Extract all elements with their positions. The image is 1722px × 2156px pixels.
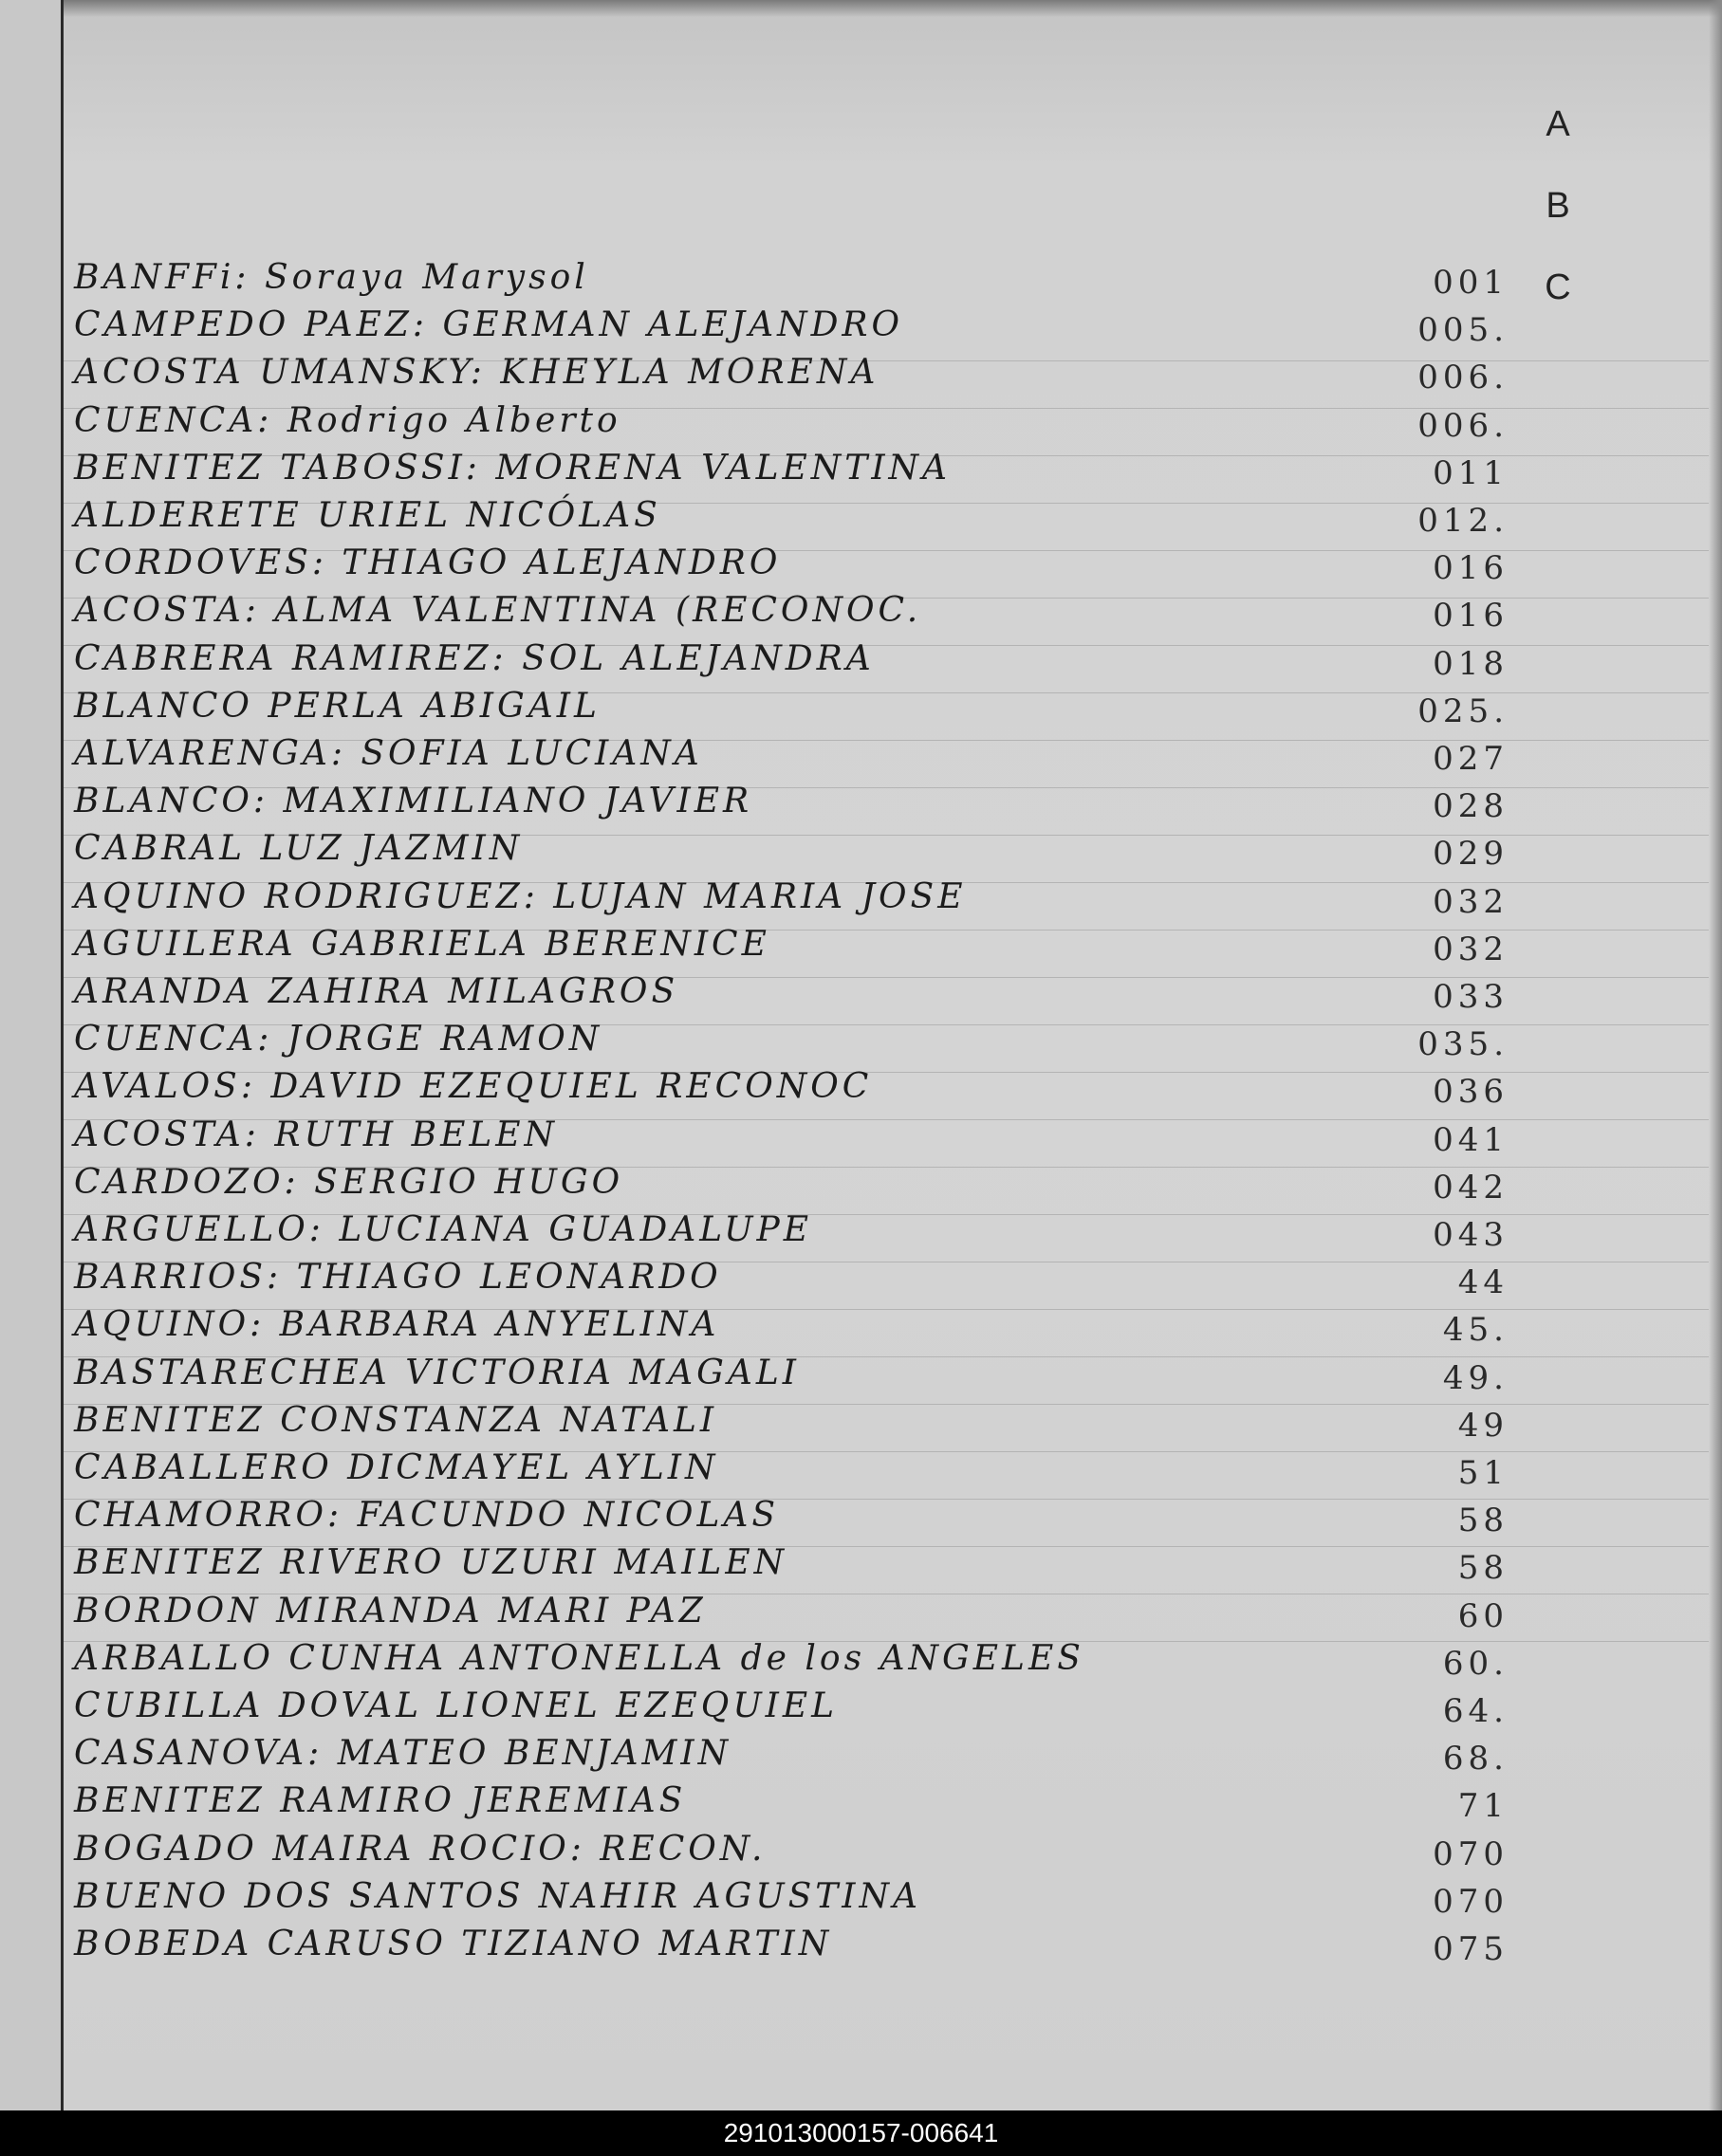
list-item: [0, 1925, 1722, 1972]
entry-number: 033: [1433, 978, 1509, 1016]
entry-number: 032: [1433, 931, 1509, 968]
entry-number: 042: [1433, 1169, 1509, 1207]
list-item: [0, 1354, 1722, 1401]
list-item: [0, 1163, 1722, 1210]
list-item: [0, 639, 1722, 687]
entry-name: CABRERA RAMIREZ: SOL ALEJANDRA: [74, 639, 875, 678]
entry-number: 025.: [1417, 692, 1509, 730]
entry-name: BENITEZ TABOSSI: MORENA VALENTINA: [74, 449, 952, 488]
entry-number: 028: [1433, 787, 1509, 825]
list-item: [0, 782, 1722, 829]
list-item: [0, 1448, 1722, 1496]
entry-name: CABRAL LUZ JAZMIN: [74, 829, 524, 868]
entry-name: AGUILERA GABRIELA BERENICE: [74, 925, 770, 964]
barcode-text: 291013000157-006641: [723, 2118, 999, 2147]
entry-number: 041: [1433, 1121, 1509, 1159]
entry-number: 075: [1433, 1930, 1509, 1968]
entry-name: CASANOVA: MATEO BENJAMIN: [74, 1734, 732, 1773]
entry-number: 45.: [1442, 1311, 1509, 1349]
list-item: [0, 353, 1722, 400]
list-item: [0, 1877, 1722, 1925]
entry-name: ACOSTA: ALMA VALENTINA (RECONOC.: [74, 591, 922, 630]
list-item: [0, 1639, 1722, 1686]
list-item: [0, 829, 1722, 876]
entry-name: CHAMORRO: FACUNDO NICOLAS: [74, 1496, 780, 1535]
entry-number: 60.: [1442, 1645, 1509, 1683]
list-item: [0, 687, 1722, 734]
entry-number: 49: [1457, 1407, 1509, 1445]
entry-number: 027: [1433, 740, 1509, 778]
entry-number: 60: [1457, 1597, 1509, 1635]
entry-name: AQUINO RODRIGUEZ: LUJAN MARIA JOSE: [74, 877, 967, 916]
entry-number: 51: [1457, 1454, 1509, 1492]
entry-number: 001: [1433, 264, 1509, 302]
list-item: [0, 305, 1722, 353]
entry-name: ARBALLO CUNHA ANTONELLA de los ANGELES: [74, 1639, 1084, 1678]
entry-name: ALVARENGA: SOFIA LUCIANA: [74, 734, 703, 773]
entry-name: BASTARECHEA VICTORIA MAGALI: [74, 1354, 800, 1392]
entry-name: AVALOS: DAVID EZEQUIEL RECONOC: [74, 1067, 873, 1106]
entry-number: 032: [1433, 883, 1509, 921]
index-tab-b: B: [1546, 186, 1570, 226]
entry-number: 006.: [1417, 407, 1509, 445]
entry-name: AQUINO: BARBARA ANYELINA: [74, 1305, 720, 1344]
list-item: [0, 1115, 1722, 1163]
entry-number: 036: [1433, 1073, 1509, 1111]
list-item: [0, 1592, 1722, 1639]
scan-footer-bar: [0, 2110, 1722, 2156]
entry-name: CUBILLA DOVAL LIONEL EZEQUIEL: [74, 1686, 839, 1725]
index-tab-a: A: [1546, 104, 1570, 144]
entry-name: BORDON MIRANDA MARI PAZ: [74, 1592, 707, 1631]
list-item: [0, 1496, 1722, 1543]
entry-number: 49.: [1442, 1359, 1509, 1397]
entry-name: CUENCA: JORGE RAMON: [74, 1020, 603, 1059]
entry-name: ACOSTA: RUTH BELEN: [74, 1115, 559, 1154]
entry-number: 016: [1433, 549, 1509, 587]
list-item: [0, 972, 1722, 1020]
list-item: [0, 1781, 1722, 1829]
entry-name: BLANCO PERLA ABIGAIL: [74, 687, 601, 726]
list-item: [0, 496, 1722, 544]
entry-name: CAMPEDO PAEZ: GERMAN ALEJANDRO: [74, 305, 904, 344]
entry-number: 070: [1433, 1835, 1509, 1873]
entry-name: BENITEZ RIVERO UZURI MAILEN: [74, 1543, 788, 1582]
list-item: [0, 734, 1722, 782]
entry-number: 012.: [1417, 502, 1509, 540]
entry-name: CABALLERO DICMAYEL AYLIN: [74, 1448, 719, 1487]
list-item: [0, 1020, 1722, 1067]
list-item: [0, 401, 1722, 449]
entry-name: CARDOZO: SERGIO HUGO: [74, 1163, 624, 1202]
entry-name: CUENCA: Rodrigo Alberto: [74, 401, 621, 440]
list-item: [0, 1543, 1722, 1591]
entry-number: 035.: [1417, 1025, 1509, 1063]
entry-number: 64.: [1442, 1692, 1509, 1730]
list-item: [0, 925, 1722, 972]
entry-number: 043: [1433, 1216, 1509, 1254]
entry-name: BUENO DOS SANTOS NAHIR AGUSTINA: [74, 1877, 921, 1916]
entry-number: 58: [1457, 1502, 1509, 1539]
entry-name: ALDERETE URIEL NICÓLAS: [74, 496, 661, 535]
list-item: [0, 1258, 1722, 1305]
entry-name: CORDOVES: THIAGO ALEJANDRO: [74, 544, 782, 582]
list-item: [0, 591, 1722, 638]
entry-number: 029: [1433, 835, 1509, 873]
list-item: [0, 449, 1722, 496]
list-item: [0, 1067, 1722, 1115]
list-item: [0, 1305, 1722, 1353]
entry-number: 44: [1457, 1263, 1509, 1301]
list-item: [0, 258, 1722, 305]
entry-number: 011: [1433, 454, 1509, 492]
entry-name: BOBEDA CARUSO TIZIANO MARTIN: [74, 1925, 833, 1963]
entry-name: BENITEZ CONSTANZA NATALI: [74, 1401, 718, 1440]
entry-name: ARGUELLO: LUCIANA GUADALUPE: [74, 1210, 812, 1249]
entry-number: 018: [1433, 645, 1509, 683]
entry-name: ACOSTA UMANSKY: KHEYLA MORENA: [74, 353, 880, 392]
list-item: [0, 1401, 1722, 1448]
entry-name: BOGADO MAIRA ROCIO: RECON.: [74, 1830, 767, 1869]
entry-number: 71: [1457, 1787, 1509, 1825]
entry-number: 005.: [1417, 311, 1509, 349]
list-item: [0, 877, 1722, 925]
entry-name: ARANDA ZAHIRA MILAGROS: [74, 972, 679, 1011]
entry-name: BANFFi: Soraya Marysol: [74, 258, 589, 297]
list-item: [0, 1734, 1722, 1781]
list-item: [0, 1210, 1722, 1258]
entry-number: 58: [1457, 1549, 1509, 1587]
entry-number: 006.: [1417, 359, 1509, 396]
index-tab-c: C: [1545, 267, 1571, 307]
entry-name: BENITEZ RAMIRO JEREMIAS: [74, 1781, 687, 1820]
list-item: [0, 1686, 1722, 1734]
entry-number: 016: [1433, 597, 1509, 635]
entry-number: 68.: [1442, 1740, 1509, 1778]
entry-number: 070: [1433, 1883, 1509, 1921]
list-item: [0, 544, 1722, 591]
entry-name: BARRIOS: THIAGO LEONARDO: [74, 1258, 722, 1297]
list-item: [0, 1830, 1722, 1877]
entry-name: BLANCO: MAXIMILIANO JAVIER: [74, 782, 753, 820]
